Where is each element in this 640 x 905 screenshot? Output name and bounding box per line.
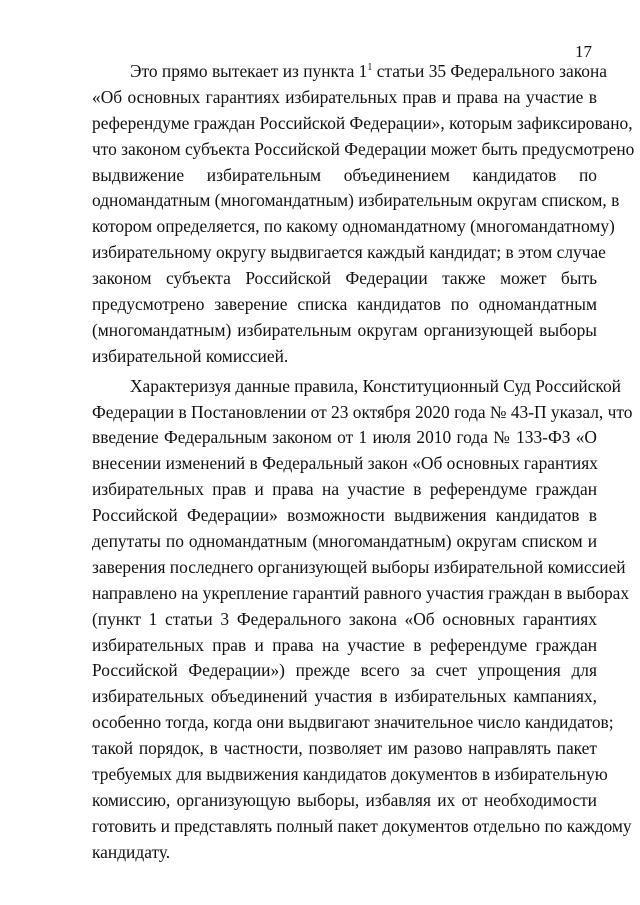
text-line [92, 59, 608, 85]
text-line [92, 214, 615, 240]
text-line [92, 762, 608, 788]
text-line [92, 425, 597, 451]
text-line-content: Федерации в Постановлении от 23 октября 2020 года № 43-П указал, что [92, 401, 633, 422]
text-line [92, 318, 597, 344]
text-line-content: законом субъекта Российской Федерации также может быть [92, 268, 597, 289]
text-line-content: Российской Федерации») прежде всего за счет упрощения для [92, 660, 597, 681]
text-line-content: кандидату. [92, 841, 171, 862]
text-line [92, 266, 597, 292]
text-line [92, 188, 620, 214]
text-line-content: введение Федеральным законом от 1 июля 2010 года № 133-ФЗ «О [92, 427, 597, 448]
paragraph [92, 374, 633, 866]
text-line [92, 477, 597, 503]
text-line [92, 658, 597, 684]
text-line [92, 344, 597, 370]
document-body [92, 59, 635, 866]
text-line-content: готовить и представлять полный пакет документов отдельно по каждому [92, 815, 632, 836]
text-line [92, 607, 597, 633]
text-line [92, 292, 597, 318]
text-line [92, 736, 597, 762]
text-line-content: что законом субъекта Российской Федерации может быть предусмотрено [92, 138, 635, 159]
text-line-content: «Об основных гарантиях избирательных прав и права на участие в [92, 86, 597, 107]
text-line [92, 710, 614, 736]
text-line-content: внесении изменений в Федеральный закон «Об основных гарантиях [92, 453, 598, 474]
text-line-content: одномандатным (многомандатным) избирательным округам списком, в [92, 190, 620, 211]
text-line-content: выдвижение избирательным объединением кандидатов по [92, 164, 597, 185]
text-line [92, 503, 597, 529]
text-line-content: референдуме граждан Российской Федерации», которым зафиксировано, [92, 112, 633, 133]
text-line [92, 840, 597, 866]
text-line-content: предусмотрено заверение списка кандидатов по одномандатным [92, 294, 597, 315]
text-line [92, 684, 597, 710]
text-line-content: котором определяется, по какому одномандатному (многомандатному) [92, 216, 615, 237]
text-line-content: (пункт 1 статьи 3 Федерального закона «Об основных гарантиях [92, 608, 597, 629]
text-line-content: избирательных прав и права на участие в референдуме граждан [92, 634, 597, 655]
text-line-content: заверения последнего организующей выборы избирательной комиссией [92, 556, 626, 577]
text-line-content: избирательных прав и права на участие в референдуме граждан [92, 479, 597, 500]
text-line [92, 451, 597, 477]
text-line [92, 814, 632, 840]
text-line [92, 137, 635, 163]
text-line-content: Это прямо вытекает из пункта 1 [130, 61, 368, 81]
text-line-content: требуемых для выдвижения кандидатов документов в избирательную [92, 764, 608, 785]
text-line [92, 240, 606, 266]
text-line [92, 555, 626, 581]
text-line [92, 529, 597, 555]
text-line [92, 581, 630, 607]
text-line-content: направлено на укрепление гарантий равного участия граждан в выборах [92, 582, 630, 603]
text-line [92, 788, 597, 814]
text-line [92, 163, 597, 189]
text-line [92, 374, 621, 400]
text-line-content: Российской Федерации» возможности выдвижения кандидатов в [92, 505, 597, 526]
text-line-content: комиссию, организующую выборы, избавляя их от необходимости [92, 789, 597, 810]
text-line-content: избирательному округу выдвигается каждый кандидат; в этом случае [92, 242, 606, 263]
text-line [92, 85, 597, 111]
footnote-superscript: 1 [367, 62, 373, 73]
text-line-content: избирательных объединений участия в избирательных кампаниях, [92, 686, 597, 707]
text-line [92, 400, 633, 426]
text-line-content: особенно тогда, когда они выдвигают значительное число кандидатов; [92, 712, 614, 733]
text-line [92, 111, 633, 137]
page-number: 17 [575, 42, 592, 61]
text-line-tail: статьи 35 Федерального закона [372, 61, 608, 81]
text-line-content: Характеризуя данные правила, Конституционный Суд Российской [130, 375, 621, 396]
text-line-content: такой порядок, в частности, позволяет им разово направлять пакет [92, 738, 597, 759]
text-line-content: (многомандатным) избирательным округам организующей выборы [92, 319, 597, 340]
text-line [92, 633, 597, 659]
text-line-content: избирательной комиссией. [92, 345, 289, 366]
paragraph [92, 59, 635, 370]
text-line-content: депутаты по одномандатным (многомандатным) округам списком и [92, 531, 597, 552]
